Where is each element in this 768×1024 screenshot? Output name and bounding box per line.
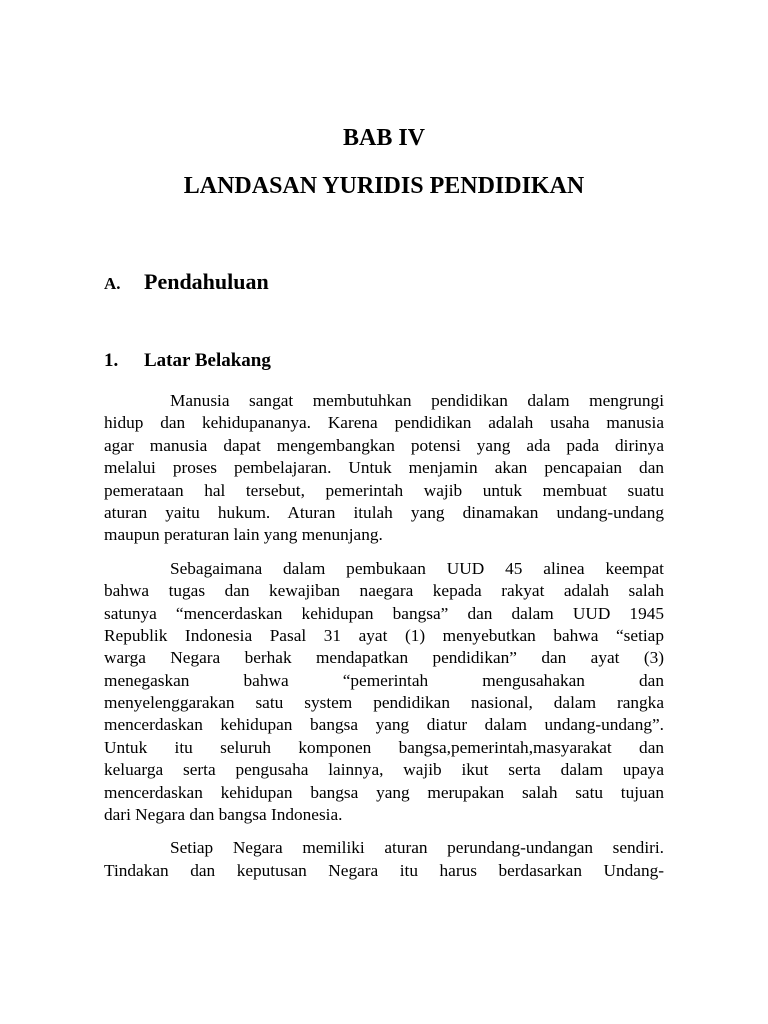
subsection-number: 1. (104, 350, 119, 371)
paragraph (104, 558, 664, 827)
text-line: satunya “mencerdaskan kehidupan bangsa” dan dalam UUD 1945 (104, 603, 664, 623)
text-line: Sebagaimana dalam pembukaan UUD 45 alinea keempat (170, 558, 664, 578)
text-line: mencerdaskan kehidupan bangsa yang diatur dalam undang-undang”. (104, 715, 664, 735)
text-line: hidup dan kehidupananya. Karena pendidikan adalah usaha manusia (104, 413, 664, 433)
paragraph (104, 390, 664, 547)
text-line: bahwa tugas dan kewajiban naegara kepada rakyat adalah salah (104, 581, 664, 601)
text-line: Tindakan dan keputusan Negara itu harus berdasarkan Undang- (104, 860, 664, 880)
text-line: mencerdaskan kehidupan bangsa yang merupakan salah satu tujuan (104, 782, 664, 802)
text-line: Untuk itu seluruh komponen bangsa,pemerintah,masyarakat dan (104, 737, 664, 757)
section-letter: A. (104, 274, 121, 293)
section-heading (104, 268, 269, 298)
text-line: warga Negara berhak mendapatkan pendidikan” dan ayat (3) (104, 648, 664, 668)
text-line: pemerataan hal tersebut, pemerintah wajib untuk membuat suatu (104, 480, 664, 500)
subsection-heading (104, 348, 271, 374)
text-line: Republik Indonesia Pasal 31 ayat (1) menyebutkan bahwa “setiap (104, 625, 664, 645)
text-line: menegaskan bahwa “pemerintah mengusahakan dan (104, 670, 664, 690)
text-line: aturan yaitu hukum. Aturan itulah yang dinamakan undang-undang (104, 502, 664, 522)
chapter-title: LANDASAN YURIDIS PENDIDIKAN (183, 173, 585, 199)
text-line: agar manusia dapat mengembangkan potensi yang ada pada dirinya (104, 435, 664, 455)
text-line: menyelenggarakan satu system pendidikan nasional, dalam rangka (104, 693, 664, 713)
text-line: Manusia sangat membutuhkan pendidikan dalam mengrungi (170, 391, 664, 410)
text-line: melalui proses pembelajaran. Untuk menjamin akan pencapaian dan (104, 458, 664, 478)
chapter-number: BAB IV (342, 125, 426, 151)
subsection-title: Latar Belakang (144, 350, 271, 371)
text-line: maupun peraturan lain yang menunjang. (104, 525, 383, 545)
text-line: Setiap Negara memiliki aturan perundang-undangan sendiri. (170, 838, 664, 858)
body-text (104, 390, 664, 893)
section-title: Pendahuluan (144, 269, 269, 294)
text-line: dari Negara dan bangsa Indonesia. (104, 805, 343, 825)
text-line: keluarga serta pengusaha lainnya, wajib ikut serta dalam upaya (104, 760, 664, 780)
paragraph (104, 837, 664, 882)
